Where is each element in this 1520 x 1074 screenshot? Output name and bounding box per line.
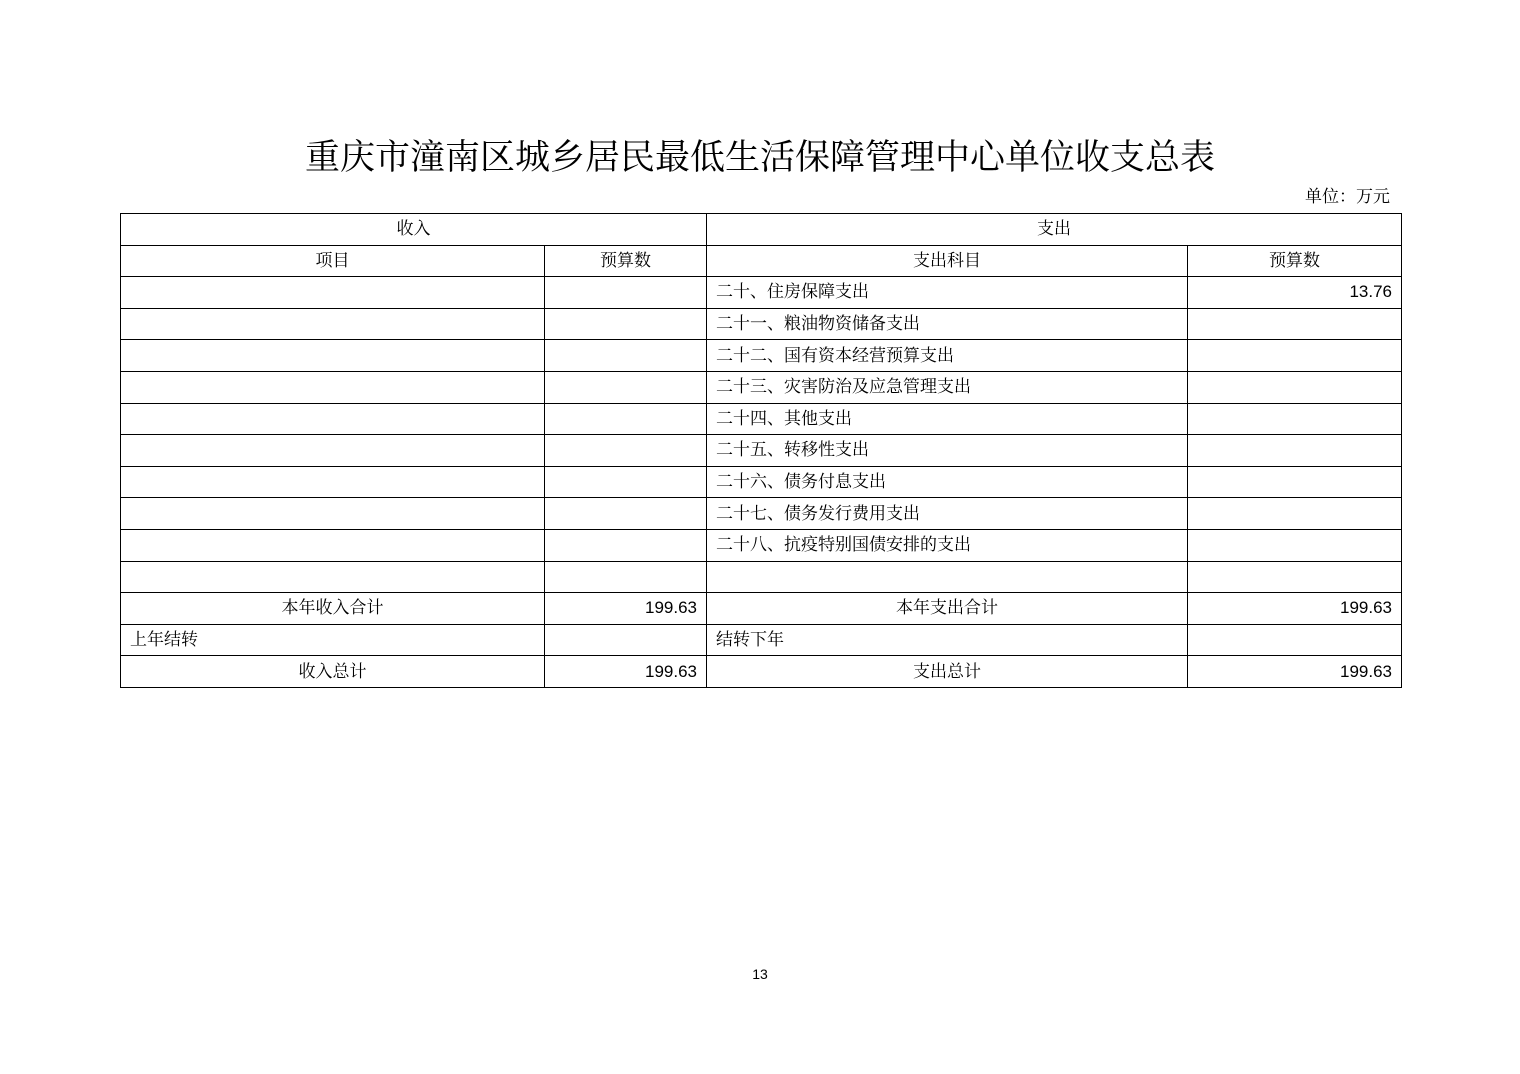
income-year-total-value: 199.63 bbox=[545, 593, 707, 625]
income-group-header: 收入 bbox=[121, 214, 707, 246]
income-item-cell bbox=[121, 340, 545, 372]
table-row bbox=[121, 435, 1402, 467]
income-item-cell bbox=[121, 561, 545, 593]
expense-subject-cell: 二十五、转移性支出 bbox=[707, 435, 1188, 467]
table-row bbox=[121, 529, 1402, 561]
column-header-item: 项目 bbox=[121, 245, 545, 277]
income-item-cell bbox=[121, 308, 545, 340]
carry-out-value bbox=[1188, 624, 1402, 656]
expense-budget-cell bbox=[1188, 435, 1402, 467]
grand-total-row bbox=[121, 656, 1402, 688]
column-header-expense-budget: 预算数 bbox=[1188, 245, 1402, 277]
income-budget-cell bbox=[545, 277, 707, 309]
income-item-cell bbox=[121, 403, 545, 435]
income-budget-cell bbox=[545, 561, 707, 593]
expense-budget-cell bbox=[1188, 403, 1402, 435]
income-item-cell bbox=[121, 371, 545, 403]
income-item-cell bbox=[121, 529, 545, 561]
column-header-income-budget: 预算数 bbox=[545, 245, 707, 277]
income-budget-cell bbox=[545, 371, 707, 403]
expense-subject-cell: 二十八、抗疫特别国债安排的支出 bbox=[707, 529, 1188, 561]
table-group-header-row bbox=[121, 214, 1402, 246]
income-budget-cell bbox=[545, 466, 707, 498]
expense-subject-cell: 二十二、国有资本经营预算支出 bbox=[707, 340, 1188, 372]
carry-over-row bbox=[121, 624, 1402, 656]
carry-in-value bbox=[545, 624, 707, 656]
income-budget-cell bbox=[545, 340, 707, 372]
expense-budget-cell bbox=[1188, 308, 1402, 340]
income-grand-total-label: 收入总计 bbox=[121, 656, 545, 688]
expense-budget-cell bbox=[1188, 340, 1402, 372]
income-item-cell bbox=[121, 466, 545, 498]
expense-subject-cell: 二十七、债务发行费用支出 bbox=[707, 498, 1188, 530]
expense-budget-cell: 13.76 bbox=[1188, 277, 1402, 309]
table-row bbox=[121, 466, 1402, 498]
income-budget-cell bbox=[545, 403, 707, 435]
carry-in-label: 上年结转 bbox=[121, 624, 545, 656]
income-budget-cell bbox=[545, 498, 707, 530]
expense-grand-total-label: 支出总计 bbox=[707, 656, 1188, 688]
expense-budget-cell bbox=[1188, 498, 1402, 530]
expense-subject-cell: 二十一、粮油物资储备支出 bbox=[707, 308, 1188, 340]
expense-subject-cell: 二十四、其他支出 bbox=[707, 403, 1188, 435]
expense-subject-cell: 二十、住房保障支出 bbox=[707, 277, 1188, 309]
income-budget-cell bbox=[545, 435, 707, 467]
table-row bbox=[121, 308, 1402, 340]
income-item-cell bbox=[121, 277, 545, 309]
table-row bbox=[121, 371, 1402, 403]
table-row bbox=[121, 561, 1402, 593]
page-title: 重庆市潼南区城乡居民最低生活保障管理中心单位收支总表 bbox=[304, 138, 1215, 178]
expense-year-total-value: 199.63 bbox=[1188, 593, 1402, 625]
expense-subject-cell: 二十三、灾害防治及应急管理支出 bbox=[707, 371, 1188, 403]
column-header-expense-subject: 支出科目 bbox=[707, 245, 1188, 277]
expense-group-header: 支出 bbox=[707, 214, 1402, 246]
expense-subject-cell: 二十六、债务付息支出 bbox=[707, 466, 1188, 498]
unit-label: 单位：万元 bbox=[1305, 187, 1390, 207]
expense-year-total-label: 本年支出合计 bbox=[707, 593, 1188, 625]
carry-out-label: 结转下年 bbox=[707, 624, 1188, 656]
income-item-cell bbox=[121, 498, 545, 530]
expense-budget-cell bbox=[1188, 466, 1402, 498]
page-number: 13 bbox=[752, 966, 768, 982]
expense-budget-cell bbox=[1188, 371, 1402, 403]
expense-grand-total-value: 199.63 bbox=[1188, 656, 1402, 688]
expense-subject-cell bbox=[707, 561, 1188, 593]
expense-budget-cell bbox=[1188, 529, 1402, 561]
budget-summary-table bbox=[120, 213, 1402, 688]
income-budget-cell bbox=[545, 529, 707, 561]
income-year-total-label: 本年收入合计 bbox=[121, 593, 545, 625]
table-row bbox=[121, 498, 1402, 530]
table-row bbox=[121, 340, 1402, 372]
table-row bbox=[121, 277, 1402, 309]
year-total-row bbox=[121, 593, 1402, 625]
income-budget-cell bbox=[545, 308, 707, 340]
table-column-header-row bbox=[121, 245, 1402, 277]
income-grand-total-value: 199.63 bbox=[545, 656, 707, 688]
table-row bbox=[121, 403, 1402, 435]
income-item-cell bbox=[121, 435, 545, 467]
expense-budget-cell bbox=[1188, 561, 1402, 593]
